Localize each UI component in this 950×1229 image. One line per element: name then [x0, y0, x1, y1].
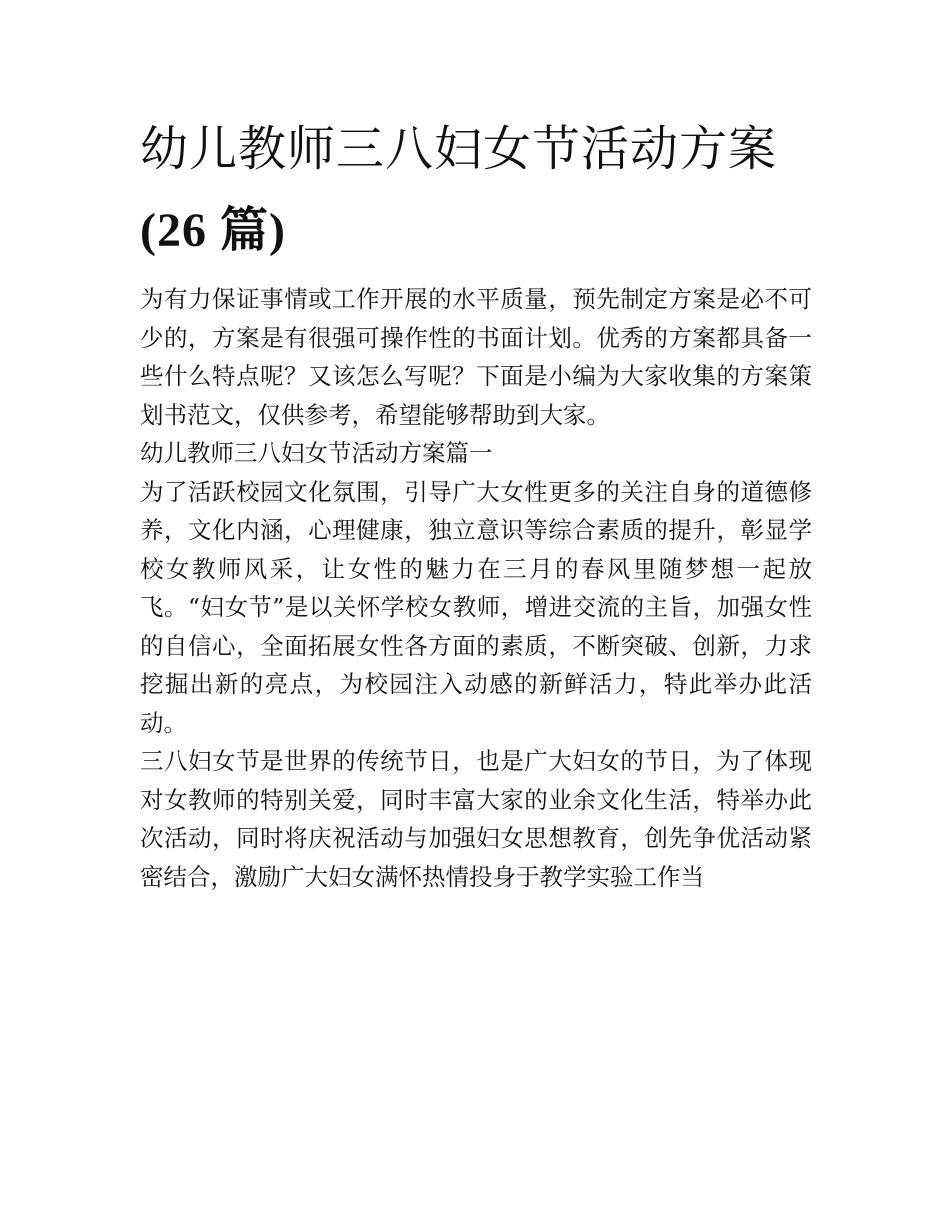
paragraph-1: 为了活跃校园文化氛围，引导广大女性更多的关注自身的道德修养，文化内涵，心理健康，独立意识等综合素质的提升，彰显学校女教师风采，让女性的魅力在三月的春风里随梦想一起放飞。“妇女节”是以关怀学校女教师，增进交流的主旨，加强女性的自信心，全面拓展女性各方面的素质，不断突破、创新，力求挖掘出新的亮点，为校园注入动感的新鲜活力，特此举办此活动。: [140, 477, 812, 737]
title-count: (26 篇): [140, 204, 286, 257]
paragraph-2: 三八妇女节是世界的传统节日，也是广大妇女的节日，为了体现对女教师的特别关爱，同时丰富大家的业余文化生活，特举办此次活动，同时将庆祝活动与加强妇女思想教育，创先争优活动紧密结合，激励广大妇女满怀热情投身于教学实验工作当: [140, 747, 812, 891]
document-page: [140, 0, 812, 896]
document-body: [140, 280, 812, 896]
title-main: 幼儿教师三八妇女节活动方案: [140, 121, 778, 177]
intro-paragraph: 为有力保证事情或工作开展的水平质量，预先制定方案是必不可少的，方案是有很强可操作性的书面计划。优秀的方案都具备一些什么特点呢？又该怎么写呢？下面是小编为大家收集的方案策划书范文，仅供参考，希望能够帮助到大家。: [140, 285, 812, 429]
document-title: [140, 0, 812, 272]
section-heading: 幼儿教师三八妇女节活动方案篇一: [140, 439, 493, 467]
